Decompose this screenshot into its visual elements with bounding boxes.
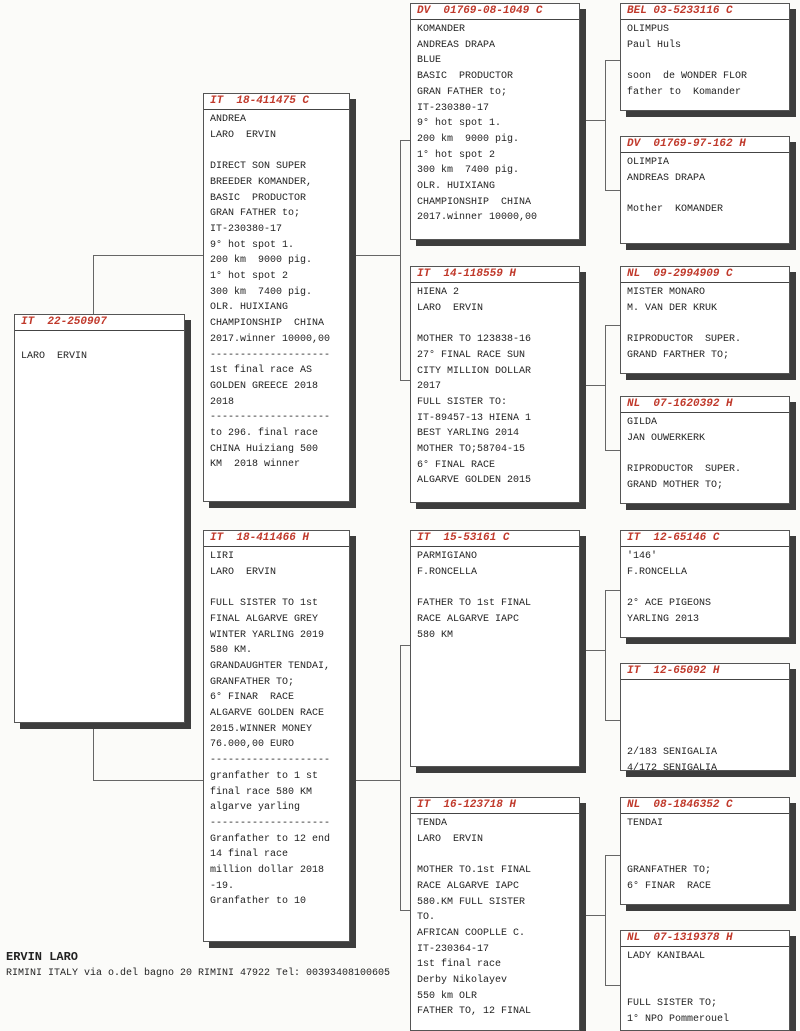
dam-dam-details: TENDA LARO ERVIN MOTHER TO.1st FINAL RACE ALGARVE IAPC 580.KM FULL SISTER TO. AFRICAN COOPLLE C. IT-230364-17 1st final race Derby Nikolayev 550 km OLR FATHER TO, 12 FINAL	[417, 818, 532, 1018]
connector	[605, 985, 621, 986]
connector	[605, 60, 621, 61]
connector	[605, 60, 606, 190]
dam-dam-dam-card	[620, 930, 790, 1031]
dam-dam-sire-card	[620, 797, 790, 905]
sire-sire-sire-card	[620, 3, 790, 111]
sire-sire-card	[410, 3, 580, 240]
connector	[580, 915, 605, 916]
dam-dam-sire-details: TENDAI GRANFATHER TO; 6° FINAR RACE	[627, 818, 712, 892]
connector	[605, 855, 621, 856]
sire-sire-sire-details: OLIMPUS Paul Huls soon de WONDER FLOR father to Komander	[627, 24, 748, 98]
connector	[93, 780, 204, 781]
owner-block	[6, 948, 390, 982]
dam-dam-dam-details: LADY KANIBAAL FULL SISTER TO; 1° NPO Pommerouel	[627, 951, 730, 1025]
dam-dam-sire-ring-number: NL 08-1846352 C	[621, 798, 789, 814]
sire-dam-card	[410, 266, 580, 503]
connector	[605, 450, 621, 451]
dam-dam-ring-number: IT 16-123718 H	[411, 798, 579, 814]
sire-sire-dam-ring-number: DV 01769-97-162 H	[621, 137, 789, 153]
dam-sire-details: PARMIGIANO F.RONCELLA FATHER TO 1st FINAL RACE ALGARVE IAPC 580 KM	[417, 551, 532, 641]
connector	[605, 590, 621, 591]
connector	[605, 325, 621, 326]
connector	[350, 255, 400, 256]
sire-dam-dam-details: GILDA JAN OUWERKERK RIPRODUCTOR SUPER. GRAND MOTHER TO;	[627, 417, 742, 491]
dam-ring-number: IT 18-411466 H	[204, 531, 349, 547]
connector	[580, 385, 605, 386]
owner-details: RIMINI ITALY via o.del bagno 20 RIMINI 47922 Tel: 00393408100605	[6, 968, 391, 979]
sire-ring-number: IT 18-411475 C	[204, 94, 349, 110]
owner-name: ERVIN LARO	[6, 950, 79, 964]
sire-sire-dam-card	[620, 136, 790, 244]
subject-ring-number: IT 22-250907	[15, 315, 184, 331]
dam-sire-dam-card	[620, 663, 790, 771]
dam-card	[203, 530, 350, 942]
dam-sire-dam-details: 2/183 SENIGALIA 4/172 SENIGALIA	[627, 746, 718, 771]
connector	[400, 140, 401, 380]
sire-sire-sire-ring-number: BEL 03-5233116 C	[621, 4, 789, 20]
sire-details: ANDREA LARO ERVIN DIRECT SON SUPER BREEDER KOMANDER, BASIC PRODUCTOR GRAN FATHER to; IT-230380-17 9° hot spot 1. 200 km 9000 pig. 1° hot spot 2 300 km 7400 pig. OLR. HUIXIANG CHAMPIONSHIP CHINA 2017.winner 10000,00 -------------------- 1st final race AS GOLDEN GREECE 2018 2018 -------------------- to 296. final race CHINA Huiziang 500 KM 2018 winner	[210, 114, 331, 471]
sire-dam-sire-card	[620, 266, 790, 374]
dam-sire-dam-ring-number: IT 12-65092 H	[621, 664, 789, 680]
sire-dam-dam-ring-number: NL 07-1620392 H	[621, 397, 789, 413]
connector	[580, 120, 605, 121]
dam-dam-card	[410, 797, 580, 1031]
subject-details: LARO ERVIN	[21, 350, 88, 362]
sire-dam-ring-number: IT 14-118559 H	[411, 267, 579, 283]
subject-card	[14, 314, 185, 723]
sire-sire-details: KOMANDER ANDREAS DRAPA BLUE BASIC PRODUCTOR GRAN FATHER to; IT-230380-17 9° hot spot 1. 200 km 9000 pig. 1° hot spot 2 300 km 7400 pig. OLR. HUIXIANG CHAMPIONSHIP CHINA 2017.winner 10000,00	[417, 24, 538, 224]
connector	[93, 723, 94, 780]
connector	[580, 650, 605, 651]
connector	[605, 720, 621, 721]
connector	[350, 780, 400, 781]
connector	[93, 255, 94, 315]
sire-card	[203, 93, 350, 502]
sire-dam-details: HIENA 2 LARO ERVIN MOTHER TO 123838-16 27° FINAL RACE SUN CITY MILLION DOLLAR 2017 FULL SISTER TO: IT-89457-13 HIENA 1 BEST YARLING 2014 MOTHER TO;58704-15 6° FINAL RACE ALGARVE GOLDEN 2015	[417, 287, 532, 487]
sire-dam-dam-card	[620, 396, 790, 504]
sire-sire-dam-details: OLIMPIA ANDREAS DRAPA Mother KOMANDER	[627, 157, 724, 216]
connector	[605, 590, 606, 720]
connector	[605, 190, 621, 191]
sire-dam-sire-details: MISTER MONARO M. VAN DER KRUK RIPRODUCTOR SUPER. GRAND FARTHER TO;	[627, 287, 742, 361]
dam-dam-dam-ring-number: NL 07-1319378 H	[621, 931, 789, 947]
dam-details: LIRI LARO ERVIN FULL SISTER TO 1st FINAL ALGARVE GREY WINTER YARLING 2019 580 KM. GRANDAUGHTER TENDAI, GRANFATHER TO; 6° FINAR RACE ALGARVE GOLDEN RACE 2015.WINNER MONEY 76.000,00 EURO -------------------- granfather to 1 st final race 580 KM algarve yarling -------------------- Granfather to 12 end 14 final race million dollar 2018 -19. Granfather to 10	[210, 551, 331, 908]
dam-sire-sire-ring-number: IT 12-65146 C	[621, 531, 789, 547]
sire-dam-sire-ring-number: NL 09-2994909 C	[621, 267, 789, 283]
connector	[93, 255, 204, 256]
sire-sire-ring-number: DV 01769-08-1049 C	[411, 4, 579, 20]
connector	[605, 855, 606, 985]
dam-sire-sire-card	[620, 530, 790, 638]
connector	[605, 325, 606, 450]
connector	[400, 645, 401, 910]
dam-sire-sire-details: '146' F.RONCELLA 2° ACE PIGEONS YARLING 2013	[627, 551, 712, 625]
dam-sire-ring-number: IT 15-53161 C	[411, 531, 579, 547]
dam-sire-card	[410, 530, 580, 767]
